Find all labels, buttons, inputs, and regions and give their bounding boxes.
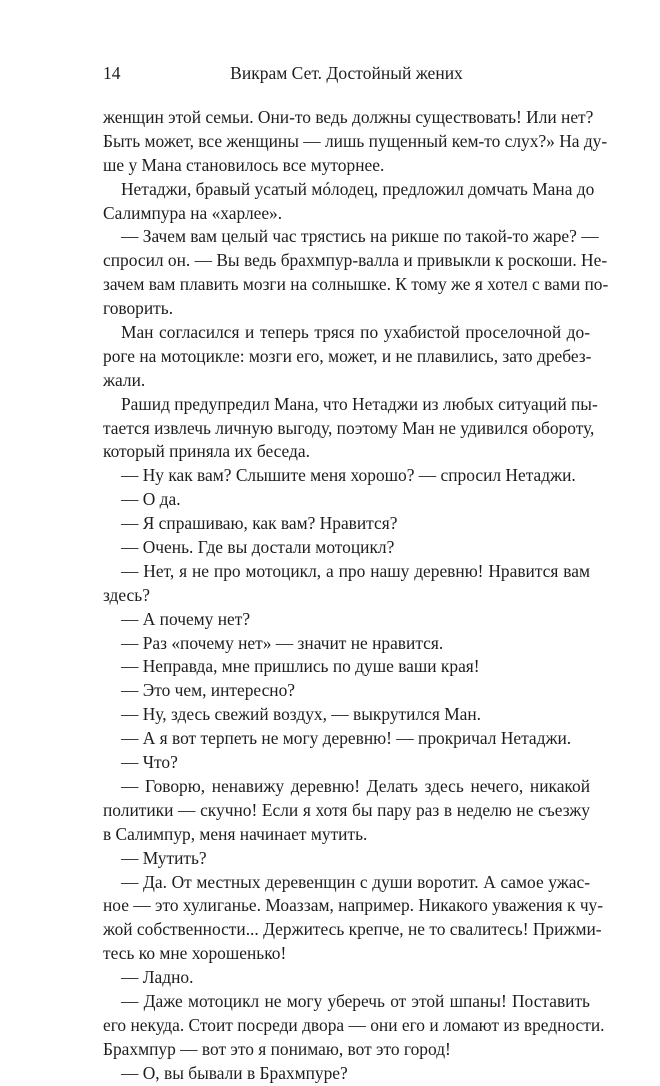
text-line: политики — скучно! Если я хотя бы пару раз в неделю не съезжу xyxy=(103,799,590,820)
text-line: тесь ко мне хорошенько! xyxy=(103,943,287,964)
text-line: Быть может, все женщины — лишь пущенный кем-то слух?» На ду- xyxy=(103,130,608,151)
page-number: 14 xyxy=(103,63,121,83)
text-line: Рашид предупредил Мана, что Нетаджи из любых ситуаций пы- xyxy=(121,393,598,414)
text-line: — Мутить? xyxy=(121,847,207,868)
text-line: ше у Мана становилось все муторнее. xyxy=(103,154,385,175)
text-line: в Салимпур, меня начинает мутить. xyxy=(103,823,368,844)
text-line: Брахмпур — вот это я понимаю, вот это город! xyxy=(103,1038,451,1059)
text-line: тается извлечь личную выгоду, поэтому Ман не удивился обороту, xyxy=(103,417,595,438)
text-line: — Даже мотоцикл не могу уберечь от этой шпаны! Поставить xyxy=(121,990,590,1011)
text-line: — Раз «почему нет» — значит не нравится. xyxy=(121,632,444,653)
page-body-text xyxy=(103,106,609,1086)
text-line: — А почему нет? xyxy=(121,608,251,629)
text-line: роге на мотоцикле: мозги его, может, и не плавились, зато дребез- xyxy=(103,345,592,366)
text-line: — Зачем вам целый час трястись на рикше по такой-то жаре? — xyxy=(121,226,599,247)
text-line: его некуда. Стоит посреди двора — они его и ломают из вредности. xyxy=(103,1014,605,1035)
text-line: спросил он. — Вы ведь брахмпур-валла и привыкли к роскоши. Не- xyxy=(103,250,608,271)
text-line: — Что? xyxy=(121,752,178,773)
text-line: жой собственности... Держитесь крепче, не то свалитесь! Прижми- xyxy=(103,919,602,940)
text-line: Ман согласился и теперь тряся по ухабистой проселочной до- xyxy=(121,322,590,343)
text-line: — Ладно. xyxy=(121,967,194,988)
text-line: женщин этой семьи. Они-то ведь должны существовать! Или нет? xyxy=(103,107,594,127)
text-line: который приняла их беседа. xyxy=(103,441,310,462)
text-line: — Да. От местных деревенщин с души воротит. А самое ужас- xyxy=(121,871,590,892)
running-title: Викрам Сет. Достойный жених xyxy=(230,63,463,83)
text-line: — Неправда, мне пришлись по душе ваши края! xyxy=(121,656,480,677)
text-line: — Очень. Где вы достали мотоцикл? xyxy=(121,537,395,558)
text-line: — Нет, я не про мотоцикл, а про нашу деревню! Нравится вам xyxy=(121,560,590,581)
text-line: жали. xyxy=(103,369,146,390)
text-line: говорить. xyxy=(103,298,174,319)
text-line: — А я вот терпеть не могу деревню! — прокричал Нетаджи. xyxy=(121,728,572,749)
text-line: Салимпура на «харлее». xyxy=(103,202,283,223)
text-line: — Ну как вам? Слышите меня хорошо? — спросил Нетаджи. xyxy=(121,465,576,486)
text-line: — Я спрашиваю, как вам? Нравится? xyxy=(121,513,398,534)
text-line: ное — это хулиганье. Моаззам, например. Никакого уважения к чу- xyxy=(103,895,604,916)
text-line: — О да. xyxy=(121,489,181,510)
text-line: — Ну, здесь свежий воздух, — выкрутился Ман. xyxy=(121,704,482,725)
text-line: — О, вы бывали в Брахмпуре? xyxy=(121,1062,348,1083)
text-line: — Это чем, интересно? xyxy=(121,680,296,701)
text-line: зачем вам плавить мозги на солнышке. К тому же я хотел с вами по- xyxy=(103,274,609,295)
text-line: здесь? xyxy=(103,584,150,605)
text-line: — Говорю, ненавижу деревню! Делать здесь нечего, никакой xyxy=(121,775,590,796)
text-line: Нетаджи, бравый усатый мóлодец, предложил домчать Мана до xyxy=(121,178,595,199)
